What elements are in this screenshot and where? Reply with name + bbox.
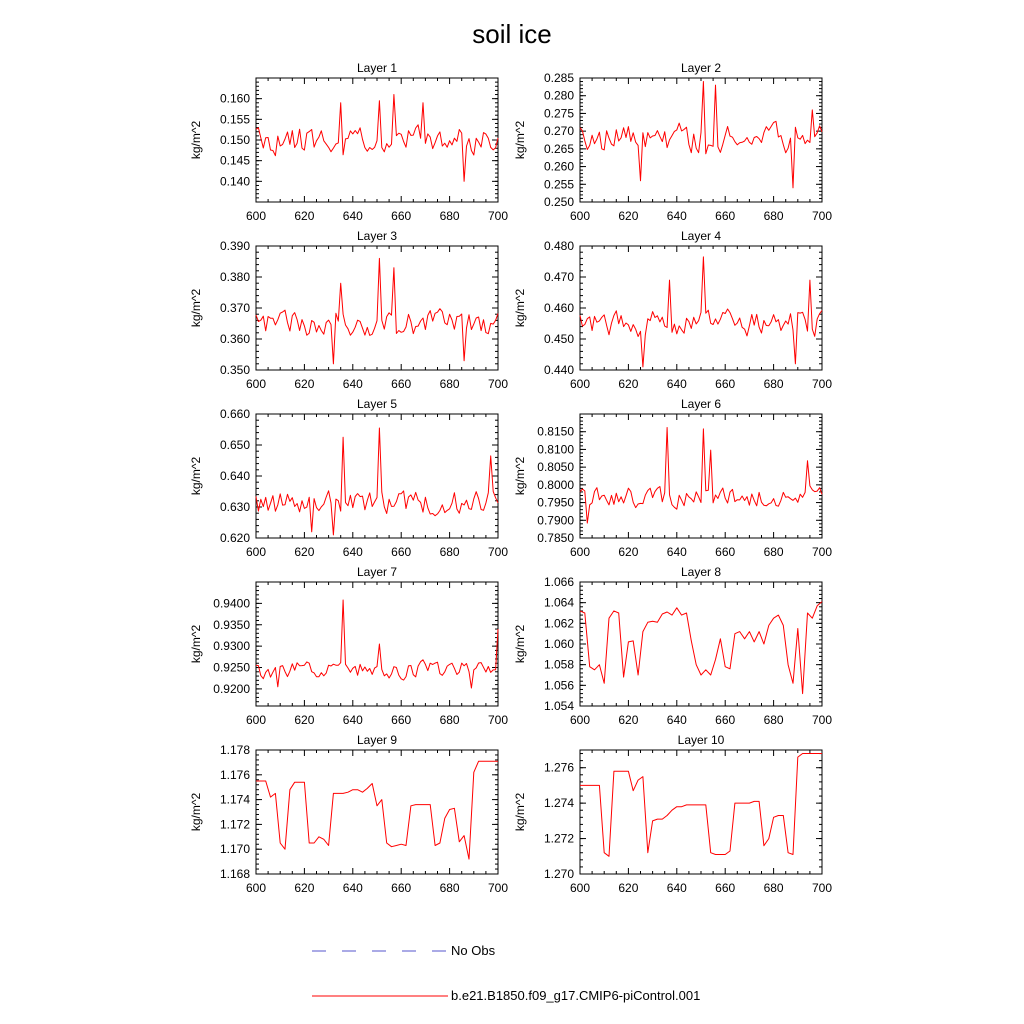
x-tick-label: 660 bbox=[391, 713, 412, 727]
x-tick-label: 620 bbox=[618, 545, 639, 559]
series-line-model bbox=[256, 600, 498, 688]
x-tick-label: 640 bbox=[342, 209, 363, 223]
x-tick-label: 600 bbox=[569, 209, 591, 223]
series-line-model bbox=[256, 258, 498, 363]
y-tick-label: 0.9250 bbox=[213, 660, 250, 675]
y-tick-label: 0.280 bbox=[543, 88, 574, 103]
y-tick-label: 1.168 bbox=[219, 867, 250, 881]
panel-layer-10 bbox=[513, 733, 832, 895]
series-line-model bbox=[256, 428, 498, 535]
y-axis-label: kg/m^2 bbox=[189, 120, 203, 160]
x-tick-label: 640 bbox=[342, 377, 363, 391]
x-tick-label: 660 bbox=[391, 209, 412, 223]
y-tick-label: 0.275 bbox=[543, 106, 574, 121]
series-line-model bbox=[256, 761, 498, 859]
x-tick-label: 620 bbox=[618, 881, 639, 895]
x-tick-label: 640 bbox=[666, 545, 687, 559]
x-tick-label: 700 bbox=[811, 377, 833, 391]
x-tick-label: 700 bbox=[487, 713, 509, 727]
legend bbox=[312, 943, 700, 1003]
panel-layer-1 bbox=[189, 61, 508, 223]
plot-frame bbox=[256, 582, 498, 706]
y-tick-label: 1.272 bbox=[543, 831, 574, 846]
panel-title: Layer 3 bbox=[356, 229, 398, 243]
y-tick-label: 0.9300 bbox=[213, 639, 250, 654]
y-axis-label: kg/m^2 bbox=[189, 288, 203, 328]
panel-layer-6 bbox=[513, 397, 832, 559]
plot-frame bbox=[256, 750, 498, 874]
x-tick-label: 680 bbox=[439, 545, 460, 559]
y-tick-label: 1.174 bbox=[219, 792, 250, 807]
series-line-model bbox=[580, 428, 822, 524]
y-tick-label: 1.170 bbox=[219, 842, 250, 857]
y-tick-label: 1.058 bbox=[543, 657, 574, 672]
y-tick-label: 1.056 bbox=[543, 678, 574, 693]
x-tick-label: 600 bbox=[245, 377, 267, 391]
plot-frame bbox=[580, 750, 822, 874]
series-line-model bbox=[256, 95, 498, 182]
panel-title: Layer 10 bbox=[677, 733, 725, 747]
panel-title: Layer 5 bbox=[356, 397, 398, 411]
y-tick-label: 0.660 bbox=[219, 407, 250, 421]
y-tick-label: 0.260 bbox=[543, 159, 574, 174]
panel-title: Layer 4 bbox=[680, 229, 722, 243]
x-tick-label: 700 bbox=[487, 545, 509, 559]
series-line-model bbox=[580, 754, 822, 857]
y-tick-label: 0.8150 bbox=[537, 424, 574, 439]
y-tick-label: 1.172 bbox=[219, 817, 250, 832]
y-tick-label: 0.265 bbox=[543, 141, 574, 156]
x-tick-label: 640 bbox=[666, 209, 687, 223]
plot-frame bbox=[256, 414, 498, 538]
x-tick-label: 680 bbox=[439, 377, 460, 391]
x-tick-label: 680 bbox=[763, 545, 784, 559]
x-tick-label: 600 bbox=[245, 881, 267, 895]
y-tick-label: 0.285 bbox=[543, 71, 574, 85]
y-tick-label: 0.460 bbox=[543, 301, 574, 315]
series-line-model bbox=[580, 257, 822, 367]
panel-title: Layer 8 bbox=[680, 565, 722, 579]
x-tick-label: 660 bbox=[715, 545, 736, 559]
y-tick-label: 0.350 bbox=[219, 363, 250, 377]
y-tick-label: 1.066 bbox=[543, 575, 574, 589]
y-axis-label: kg/m^2 bbox=[189, 792, 203, 832]
x-tick-label: 680 bbox=[439, 713, 460, 727]
plot-frame bbox=[580, 414, 822, 538]
y-tick-label: 0.360 bbox=[219, 332, 250, 346]
panel-layer-3 bbox=[189, 229, 508, 391]
y-tick-label: 0.450 bbox=[543, 332, 574, 346]
x-tick-label: 600 bbox=[569, 545, 591, 559]
y-tick-label: 1.276 bbox=[543, 760, 574, 775]
panel-layer-5 bbox=[189, 397, 508, 559]
panel-title: Layer 7 bbox=[356, 565, 398, 579]
y-tick-label: 0.150 bbox=[219, 133, 250, 147]
x-tick-label: 620 bbox=[294, 881, 315, 895]
y-axis-label: kg/m^2 bbox=[189, 624, 203, 664]
y-axis-label: kg/m^2 bbox=[189, 456, 203, 496]
y-tick-label: 1.178 bbox=[219, 743, 250, 757]
x-tick-label: 660 bbox=[391, 545, 412, 559]
y-tick-label: 0.640 bbox=[219, 469, 250, 483]
y-tick-label: 0.140 bbox=[219, 174, 250, 189]
figure-title: soil ice bbox=[472, 19, 552, 49]
x-tick-label: 600 bbox=[569, 377, 591, 391]
panel-layer-7 bbox=[189, 565, 508, 727]
y-tick-label: 0.650 bbox=[219, 438, 250, 452]
x-tick-label: 680 bbox=[763, 209, 784, 223]
x-tick-label: 660 bbox=[715, 713, 736, 727]
x-tick-label: 620 bbox=[294, 209, 315, 223]
y-tick-label: 0.7850 bbox=[537, 531, 574, 545]
x-tick-label: 600 bbox=[569, 713, 591, 727]
legend-model-label: b.e21.B1850.f09_g17.CMIP6-piControl.001 bbox=[451, 988, 701, 1003]
panel-layer-2 bbox=[513, 61, 832, 223]
panel-title: Layer 6 bbox=[680, 397, 722, 411]
x-tick-label: 640 bbox=[666, 713, 687, 727]
y-tick-label: 0.440 bbox=[543, 363, 574, 377]
y-tick-label: 0.620 bbox=[219, 531, 250, 545]
series-line-model bbox=[580, 602, 822, 694]
y-tick-label: 1.270 bbox=[543, 867, 574, 881]
x-tick-label: 700 bbox=[811, 881, 833, 895]
x-tick-label: 700 bbox=[811, 209, 833, 223]
y-tick-label: 1.054 bbox=[543, 699, 574, 713]
legend-obs-label: No Obs bbox=[451, 943, 496, 958]
x-tick-label: 640 bbox=[666, 377, 687, 391]
x-tick-label: 680 bbox=[439, 881, 460, 895]
x-tick-label: 660 bbox=[715, 881, 736, 895]
y-tick-label: 0.8050 bbox=[537, 460, 574, 475]
y-tick-label: 0.7900 bbox=[537, 513, 574, 528]
y-tick-label: 0.145 bbox=[219, 153, 250, 168]
x-tick-label: 680 bbox=[763, 713, 784, 727]
y-axis-label: kg/m^2 bbox=[513, 624, 527, 664]
y-tick-label: 0.380 bbox=[219, 270, 250, 284]
x-tick-label: 620 bbox=[618, 209, 639, 223]
panels bbox=[189, 61, 832, 895]
x-tick-label: 700 bbox=[811, 713, 833, 727]
y-tick-label: 0.630 bbox=[219, 500, 250, 514]
x-tick-label: 700 bbox=[487, 377, 509, 391]
x-tick-label: 600 bbox=[569, 881, 591, 895]
y-axis-label: kg/m^2 bbox=[513, 288, 527, 328]
y-tick-label: 0.7950 bbox=[537, 495, 574, 510]
x-tick-label: 660 bbox=[391, 881, 412, 895]
plot-frame bbox=[580, 78, 822, 202]
y-tick-label: 0.390 bbox=[219, 239, 250, 253]
y-tick-label: 0.160 bbox=[219, 91, 250, 106]
x-tick-label: 700 bbox=[487, 881, 509, 895]
x-tick-label: 680 bbox=[439, 209, 460, 223]
x-tick-label: 620 bbox=[294, 377, 315, 391]
x-tick-label: 620 bbox=[294, 545, 315, 559]
x-tick-label: 600 bbox=[245, 209, 267, 223]
y-axis-label: kg/m^2 bbox=[513, 792, 527, 832]
y-axis-label: kg/m^2 bbox=[513, 120, 527, 160]
panel-title: Layer 2 bbox=[680, 61, 722, 75]
y-tick-label: 0.250 bbox=[543, 195, 574, 209]
x-tick-label: 640 bbox=[342, 545, 363, 559]
x-tick-label: 640 bbox=[666, 881, 687, 895]
x-tick-label: 660 bbox=[715, 209, 736, 223]
x-tick-label: 620 bbox=[294, 713, 315, 727]
y-tick-label: 1.064 bbox=[543, 595, 574, 610]
y-tick-label: 0.9200 bbox=[213, 681, 250, 696]
y-tick-label: 0.9400 bbox=[213, 596, 250, 611]
y-tick-label: 0.270 bbox=[543, 124, 574, 139]
panel-title: Layer 9 bbox=[356, 733, 398, 747]
y-tick-label: 0.155 bbox=[219, 112, 250, 127]
x-tick-label: 640 bbox=[342, 881, 363, 895]
x-tick-label: 620 bbox=[618, 713, 639, 727]
panel-layer-8 bbox=[513, 565, 832, 727]
y-tick-label: 0.470 bbox=[543, 270, 574, 284]
y-tick-label: 0.9350 bbox=[213, 617, 250, 632]
y-tick-label: 1.274 bbox=[543, 796, 574, 811]
y-tick-label: 0.8100 bbox=[537, 442, 574, 457]
y-tick-label: 0.255 bbox=[543, 177, 574, 192]
panel-layer-4 bbox=[513, 229, 832, 391]
x-tick-label: 700 bbox=[487, 209, 509, 223]
y-tick-label: 1.176 bbox=[219, 767, 250, 782]
x-tick-label: 700 bbox=[811, 545, 833, 559]
series-line-model bbox=[580, 82, 822, 188]
x-tick-label: 620 bbox=[618, 377, 639, 391]
y-tick-label: 0.480 bbox=[543, 239, 574, 253]
panel-layer-9 bbox=[189, 733, 508, 895]
x-tick-label: 640 bbox=[342, 713, 363, 727]
y-tick-label: 0.370 bbox=[219, 301, 250, 315]
y-tick-label: 0.8000 bbox=[537, 477, 574, 492]
x-tick-label: 660 bbox=[391, 377, 412, 391]
panel-title: Layer 1 bbox=[356, 61, 398, 75]
x-tick-label: 660 bbox=[715, 377, 736, 391]
y-axis-label: kg/m^2 bbox=[513, 456, 527, 496]
x-tick-label: 600 bbox=[245, 713, 267, 727]
y-tick-label: 1.060 bbox=[543, 637, 574, 651]
y-tick-label: 1.062 bbox=[543, 616, 574, 631]
x-tick-label: 680 bbox=[763, 881, 784, 895]
x-tick-label: 600 bbox=[245, 545, 267, 559]
x-tick-label: 680 bbox=[763, 377, 784, 391]
